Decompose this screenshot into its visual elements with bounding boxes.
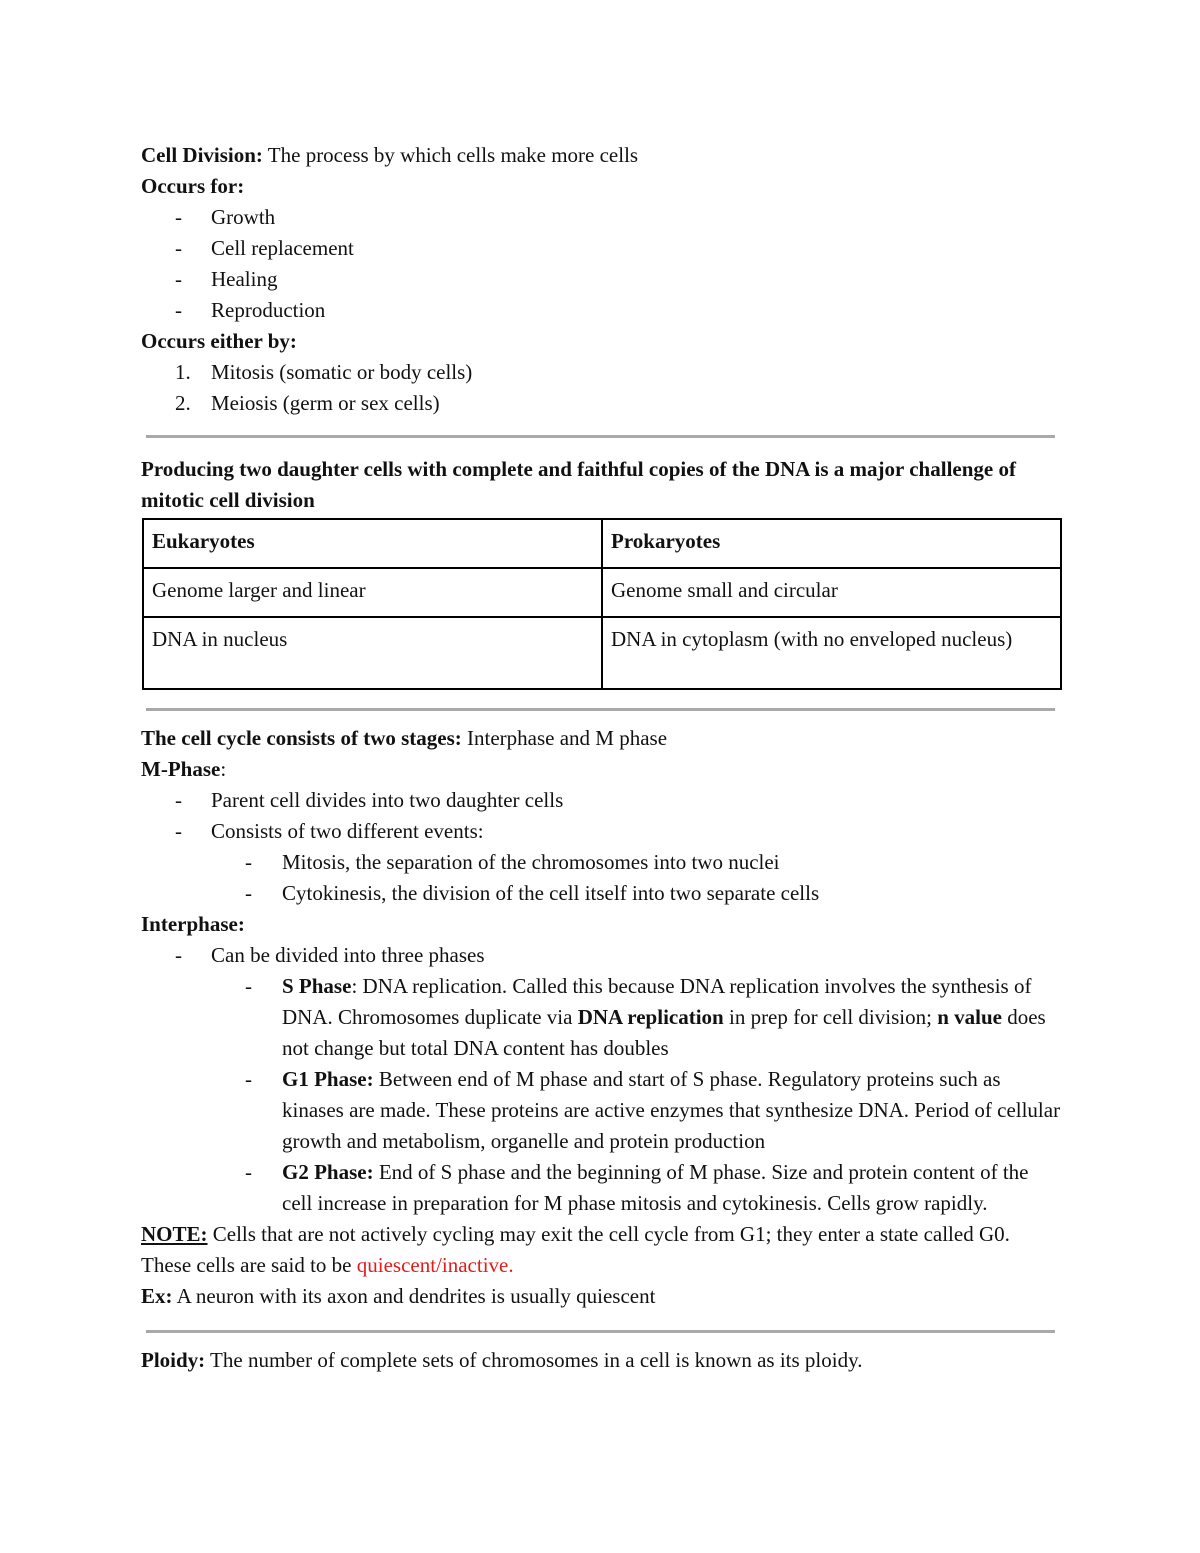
interphase-heading: Interphase: (141, 912, 245, 936)
g1-phase-term: G1 Phase: (282, 1067, 374, 1091)
occurs-for-heading: Occurs for: (141, 174, 245, 198)
numbered-item-text: Meiosis (germ or sex cells) (211, 391, 440, 415)
list-item-text: Cell replacement (211, 236, 354, 260)
list-item (141, 202, 1061, 233)
list-item (141, 785, 1061, 816)
dash-marker: - (175, 205, 182, 229)
table-header-row (143, 519, 1061, 568)
table-cell: Genome larger and linear (143, 568, 602, 617)
dash-marker: - (245, 881, 252, 905)
definition-text: The process by which cells make more cells (262, 143, 639, 167)
dash-marker: - (245, 974, 252, 998)
occurs-by-heading: Occurs either by: (141, 329, 297, 353)
dash-marker: - (245, 1067, 252, 1091)
document-page (141, 140, 1061, 1376)
dash-marker: - (245, 850, 252, 874)
dash-marker: - (175, 267, 182, 291)
list-item (141, 295, 1061, 326)
m-phase-label: M-Phase (141, 757, 221, 781)
g2-phase-text: End of S phase and the beginning of M phase. Size and protein content of the cell increase in preparation for M phase mitosis and cytokinesis. Cells grow rapidly. (282, 1160, 1029, 1215)
table-row (143, 568, 1061, 617)
cell-cycle-text: Interphase and M phase (461, 726, 668, 750)
list-item-text: Consists of two different events: (211, 819, 484, 843)
list-item-text: Can be divided into three phases (211, 943, 485, 967)
number-marker: 2. (175, 391, 191, 415)
list-item (141, 816, 1061, 847)
s-phase-text: does not change but total DNA content has doubles (282, 1005, 1046, 1060)
g1-phase-text: Between end of M phase and start of S phase. Regulatory proteins such as kinases are made. These proteins are active enzymes that synthesize DNA. Period of cellular growth and metabolism, organelle and protein production (282, 1067, 1061, 1153)
m-phase-heading (141, 754, 1061, 785)
m-phase-colon: : (220, 757, 227, 781)
dash-marker: - (175, 819, 182, 843)
table-cell: Genome small and circular (602, 568, 1061, 617)
dash-marker: - (175, 943, 182, 967)
ploidy-text: The number of complete sets of chromosomes in a cell is known as its ploidy. (205, 1348, 863, 1372)
table-cell: DNA in nucleus (143, 617, 602, 689)
cell-cycle-statement (141, 723, 1061, 754)
list-item (141, 233, 1061, 264)
example-label: Ex: (141, 1284, 173, 1308)
mitosis-challenge-heading: Producing two daughter cells with complete and faithful copies of the DNA is a major challenge of mitotic cell division (141, 457, 1016, 512)
sub-list-item-text: Cytokinesis, the division of the cell itself into two separate cells (282, 881, 820, 905)
note-label: NOTE: (141, 1222, 208, 1246)
s-phase-bold-dna-replication: DNA replication (577, 1005, 724, 1029)
note-highlight: quiescent/inactive. (356, 1253, 514, 1277)
dash-marker: - (175, 236, 182, 260)
table-row (143, 617, 1061, 689)
numbered-item (141, 388, 1061, 419)
section-divider (146, 708, 1055, 711)
s-phase-term: S Phase (282, 974, 352, 998)
list-item (141, 940, 1061, 971)
example-text: A neuron with its axon and dendrites is usually quiescent (172, 1284, 656, 1308)
s-phase-text: in prep for cell division; (723, 1005, 938, 1029)
section-divider (146, 435, 1055, 438)
cell-cycle-term: The cell cycle consists of two stages: (141, 726, 462, 750)
section-divider (146, 1330, 1055, 1333)
eukaryote-prokaryote-table (142, 518, 1062, 690)
ploidy-term: Ploidy: (141, 1348, 206, 1372)
note-text: Cells that are not actively cycling may exit the cell cycle from G1; they enter a state called G0. These cells are said to be (141, 1222, 1010, 1277)
list-item-text: Growth (211, 205, 276, 229)
list-item-text: Reproduction (211, 298, 326, 322)
sub-list-item-text: Mitosis, the separation of the chromosomes into two nuclei (282, 850, 780, 874)
note-paragraph (141, 1219, 1061, 1281)
header-eukaryotes: Eukaryotes (143, 519, 602, 568)
list-item-text: Parent cell divides into two daughter cells (211, 788, 564, 812)
dash-marker: - (245, 1160, 252, 1184)
header-prokaryotes: Prokaryotes (602, 519, 1061, 568)
cell-division-definition (141, 140, 1061, 171)
numbered-item (141, 357, 1061, 388)
s-phase-text: : DNA replication. Called this because DNA replication involves the synthesis of DNA. Chromosomes duplicate via (282, 974, 1032, 1029)
list-item (141, 264, 1061, 295)
table-cell: DNA in cytoplasm (with no enveloped nucleus) (602, 617, 1061, 689)
g1-phase-item (141, 1064, 1061, 1157)
definition-term: Cell Division: (141, 143, 263, 167)
example-line (141, 1281, 1061, 1312)
s-phase-item (141, 971, 1061, 1064)
g2-phase-term: G2 Phase: (282, 1160, 374, 1184)
ploidy-definition (141, 1345, 1061, 1376)
sub-list-item (141, 847, 1061, 878)
dash-marker: - (175, 788, 182, 812)
numbered-item-text: Mitosis (somatic or body cells) (211, 360, 473, 384)
sub-list-item (141, 878, 1061, 909)
s-phase-bold-n-value: n value (937, 1005, 1002, 1029)
list-item-text: Healing (211, 267, 278, 291)
number-marker: 1. (175, 360, 191, 384)
dash-marker: - (175, 298, 182, 322)
g2-phase-item (141, 1157, 1061, 1219)
